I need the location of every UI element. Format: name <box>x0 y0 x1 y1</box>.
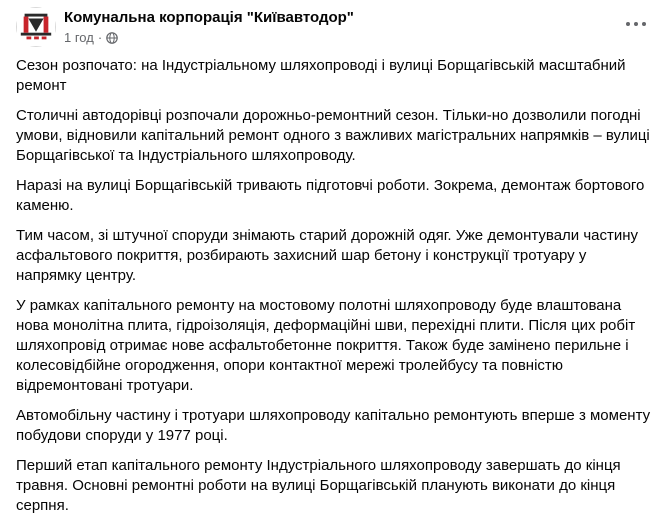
more-options-button[interactable] <box>618 6 654 42</box>
page-name-link[interactable]: Комунальна корпорація "Київавтодор" <box>64 9 354 26</box>
more-options-icon <box>626 22 630 26</box>
post-header <box>16 0 656 54</box>
kyivavtodor-logo <box>17 8 55 46</box>
post-subtitle <box>64 30 354 46</box>
separator-dot: · <box>97 30 103 45</box>
post-paragraph: У рамках капітального ремонту на мостовому полотні шляхопроводу буде влаштована нова монолітна плита, гідроізоляція, деформаційні шви, перехідні плити. Після цих робіт шляхопровід отримає нове асфальтобетонне покриття. Також буде замінено перильне і колесовідбійне огородження, опори контактної мережі тролейбусу та повністю відремонтовані тротуари. <box>16 297 636 394</box>
post-paragraph: Тим часом, зі штучної споруди знімають старий дорожній одяг. Уже демонтували частину асфальтового покриття, розбирають захисний шар бетону і конструкції тротуару у напрямку центру. <box>16 227 639 284</box>
post-paragraph: Столичні автодорівці розпочали дорожньо-ремонтний сезон. Тільки-но дозволили погодні умови, відновили капітальний ремонт одного з важливих магістральних напрямків – вулиці Борщагівської та Індустріального шляхопроводу. <box>16 107 650 164</box>
post-body <box>16 56 656 516</box>
post-timestamp[interactable]: 1 год <box>64 30 94 45</box>
post-paragraph: Автомобільну частину і тротуари шляхопроводу капітально ремонтують вперше з моменту побудови споруди у 1977 році. <box>16 407 651 444</box>
globe-icon <box>106 32 118 44</box>
post-paragraph: Наразі на вулиці Борщагівській тривають підготовчі роботи. Зокрема, демонтаж бортового каменю. <box>16 177 645 214</box>
page-avatar[interactable] <box>16 7 56 47</box>
post-paragraph: Сезон розпочато: на Індустріальному шляхопроводі і вулиці Борщагівській масштабний ремонт <box>16 57 626 94</box>
post-paragraph: Перший етап капітального ремонту Індустріального шляхопроводу завершать до кінця травня. Основні ремонтні роботи на вулиці Борщагівській планують виконати до кінця серпня. <box>16 457 621 514</box>
post-meta <box>64 6 354 46</box>
